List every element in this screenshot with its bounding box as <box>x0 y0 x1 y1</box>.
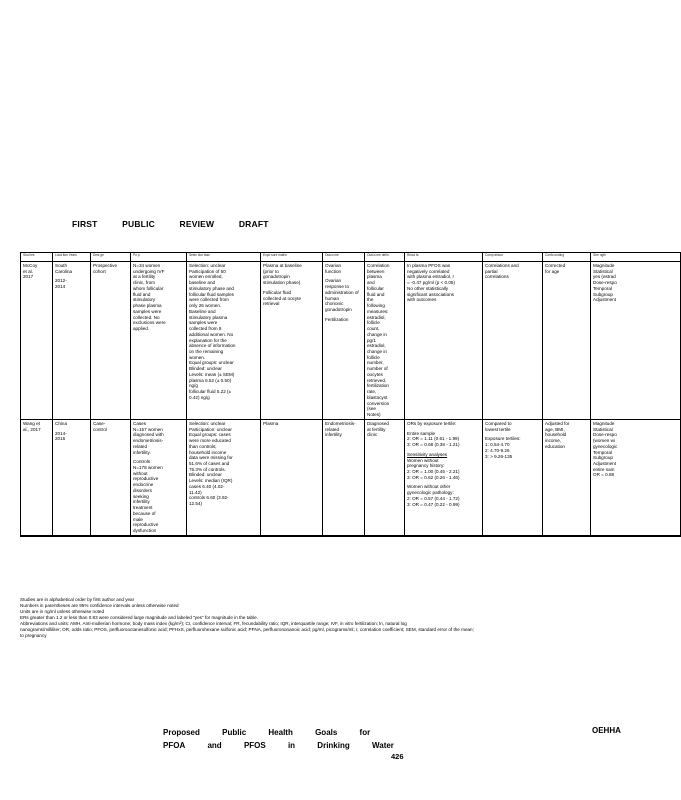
cell-line: retrieved, <box>367 377 387 383</box>
header-cell: Selec tion bias <box>187 253 261 262</box>
note-line: ERs greater than 1.2 or less than 0.83 were considered large magnitude and labeled "yes" for magnitude in the table. <box>20 614 258 620</box>
cell-line: 75.3% of controls. <box>189 466 226 472</box>
cell-line: = -0.47 pg/ml (p < 0.05) <box>407 280 456 286</box>
cell-line: male <box>133 516 143 522</box>
cell-line: household income <box>189 449 227 455</box>
table-cell-design <box>91 419 131 535</box>
cell-line: estradiol, <box>367 343 386 349</box>
cell-line: plasma <box>367 274 382 280</box>
cell-line: Correlations and <box>485 263 519 268</box>
cell-line: control <box>93 426 107 432</box>
cell-line: for age <box>545 268 560 274</box>
cell-line: Notes) <box>367 412 381 418</box>
cell-line: oocytes <box>367 371 383 377</box>
cell-line: measures: <box>367 308 389 314</box>
footer-word: PFOA <box>163 741 186 750</box>
footer-word: in <box>287 741 296 750</box>
cell-line: Case- <box>93 420 106 426</box>
cell-line: at fertility <box>367 426 386 432</box>
footer-title-line-2 <box>163 739 414 752</box>
cell-line: women enrolled, <box>189 274 223 280</box>
draft-word: REVIEW <box>179 219 215 229</box>
cell-line: infertility <box>133 499 150 505</box>
footer-word: Public <box>222 728 247 737</box>
cell-line: samples were <box>133 308 162 314</box>
cell-line: negatively correlated <box>407 268 450 274</box>
cell-line: Adjustment <box>593 460 616 466</box>
cell-line: Controls <box>133 459 151 465</box>
cell-line: 3: OR = 0.68 (0.38 - 1.21) <box>407 442 460 448</box>
table-cell-outcome-def <box>365 262 405 420</box>
cell-line: No other statistically <box>407 285 449 291</box>
cell-line: China <box>55 420 68 426</box>
cell-line: N=157 women <box>133 426 163 432</box>
cell-line: collected from 8 <box>189 326 222 332</box>
header-cell: Outco me defin. <box>365 253 405 262</box>
cell-line: conversion <box>367 400 390 406</box>
cell-line: 2: OR = 0.57 (0.44 - 1.72) <box>407 495 460 501</box>
cell-line: Fertilization <box>325 316 349 322</box>
cell-line: without <box>133 470 148 476</box>
cell-line: were more educated <box>189 438 231 444</box>
cell-line: Plasma at baseline <box>263 263 302 268</box>
cell-line: Wang et <box>23 420 40 426</box>
cell-line: fluid and <box>133 291 151 297</box>
header-cell: Confo unding <box>543 253 591 262</box>
cell-line: lowest tertile <box>485 426 511 432</box>
cell-line: explanation for the <box>189 337 227 343</box>
evidence-table <box>20 252 681 537</box>
cell-line: (prior to <box>263 268 279 274</box>
cell-line: diagnosed with <box>133 432 164 438</box>
cell-line: stimulatory plasma <box>189 314 228 320</box>
table-cell-outcome <box>323 419 365 535</box>
cell-line: collected. No <box>133 314 160 320</box>
cell-line: data were missing for <box>189 455 233 461</box>
results-group-title: Entire sample <box>407 430 436 436</box>
cell-line: Magnitude <box>593 420 615 426</box>
cell-line: infertility <box>325 432 342 438</box>
cell-line: Equal groups: unclear <box>189 360 234 366</box>
note-line: Abbreviations and units: AMH, Anti-mullerian hormone; body mass index (kg/m²); CI, confidence interval; FR, fecundability ratio; IQR, interquartile range; IVF, in vitro fertilization; ln, natural log <box>20 620 407 626</box>
cell-line: Blinded: unclear <box>189 472 222 478</box>
cell-line: blastocyst <box>367 394 388 400</box>
cell-line: follicular fluid 5.22 (± <box>189 389 232 395</box>
cell-line: absence of information <box>189 343 236 349</box>
cell-line: function <box>325 268 342 274</box>
footer-word: Goals <box>315 728 338 737</box>
cell-line: Corrected <box>545 263 566 268</box>
cell-line: number of <box>367 366 388 372</box>
cell-line: following <box>367 303 385 309</box>
table-cell-outcome-def <box>365 419 405 535</box>
cell-line: partial <box>485 268 498 274</box>
evidence-table-container <box>20 252 618 597</box>
cell-line: Selection: unclear <box>189 263 226 268</box>
cell-line: Diagnosed <box>367 420 389 426</box>
footer-organization: OEHHA <box>592 726 621 735</box>
cell-line: because of <box>133 510 156 516</box>
cell-line: endometriosis- <box>133 438 164 444</box>
cell-line: Cases <box>133 420 147 426</box>
footer-word: Water <box>371 741 394 750</box>
cell-line: Ovarian <box>325 263 342 268</box>
table-cell-confounding <box>543 262 591 420</box>
cell-line: Subgroup <box>593 455 613 461</box>
table-row <box>21 262 681 420</box>
header-cell: Loca tion Years <box>53 253 91 262</box>
cell-line: education <box>545 443 565 449</box>
cell-line: reproductive <box>133 476 159 482</box>
header-cell: Po p. <box>131 253 187 262</box>
cell-line: 51.6% of cases and <box>189 460 230 466</box>
cell-line: 3: OR = 0.62 (0.26 - 1.46) <box>407 474 460 480</box>
table-cell-selection <box>187 262 261 420</box>
cell-line: stimulation phase) <box>263 280 301 286</box>
cell-line: 3: OR = 0.47 (0.22 - 0.99) <box>407 501 460 507</box>
table-cell-population <box>131 262 187 420</box>
cell-line: administration of <box>325 289 359 295</box>
cell-line: and <box>367 280 375 286</box>
cell-line: count, <box>367 326 380 332</box>
footer-word: Proposed <box>163 728 200 737</box>
footer-word: for <box>359 728 371 737</box>
cell-line: were collected from <box>189 297 229 303</box>
cell-line: collected at oocyte <box>263 295 302 301</box>
table-cell-strength <box>591 262 681 420</box>
cell-line: estradiol, <box>367 314 386 320</box>
table-cell-confounding <box>543 419 591 535</box>
footer-word: Health <box>268 728 293 737</box>
table-row <box>21 419 681 535</box>
cell-line: on the remaining <box>189 349 224 355</box>
cell-line: seeking <box>133 493 149 499</box>
table-cell-study <box>21 262 53 420</box>
cell-line: chorionic <box>325 301 344 307</box>
cell-line: with outcomes <box>407 297 437 303</box>
cell-line: ng/g <box>189 383 198 389</box>
cell-line: pg/1 <box>367 337 376 343</box>
cell-line: treatment <box>133 505 153 511</box>
cell-line: related <box>325 426 340 432</box>
cell-line: Correlation <box>367 263 390 268</box>
table-notes <box>20 597 618 639</box>
cell-line: baseline and <box>189 280 216 286</box>
cell-line: household <box>545 432 567 438</box>
cell-line: Statistical <box>593 268 613 274</box>
table-cell-comparison <box>483 262 543 420</box>
cell-line: response to <box>325 284 350 290</box>
cell-line: Carolina <box>55 268 73 274</box>
cell-line: Compared to <box>485 420 512 426</box>
header-cell: Stre ngth <box>591 253 681 262</box>
cell-line: Temporal <box>593 449 612 455</box>
cell-line: endocrine <box>133 482 154 488</box>
footer-word: PFOS <box>243 741 266 750</box>
table-cell-exposure <box>261 419 323 535</box>
cell-line: 2014 <box>55 284 66 290</box>
cell-line: 2012- <box>55 278 67 284</box>
cell-line: disorders <box>133 487 152 493</box>
cell-line: follicular fluid samples <box>189 291 234 297</box>
table-cell-location <box>53 419 91 535</box>
table-cell-study <box>21 419 53 535</box>
cell-line: Subgroup <box>593 291 613 297</box>
cell-line: Endometriosis- <box>325 420 356 426</box>
table-cell-results <box>405 262 483 420</box>
table-cell-location <box>53 262 91 420</box>
cell-line: Women without <box>407 457 439 463</box>
cell-line: fertilization <box>367 383 389 389</box>
cell-line: 2015 <box>55 436 66 442</box>
table-cell-results <box>405 419 483 535</box>
cell-line: Magnitude <box>593 263 615 268</box>
header-cell: Desi gn <box>91 253 131 262</box>
cell-line: correlations <box>485 274 509 280</box>
cell-line: Dose-respo <box>593 280 617 286</box>
table-cell-design <box>91 262 131 420</box>
header-cell: Expo sure matrix <box>261 253 323 262</box>
cell-line: dysfunction <box>133 528 157 534</box>
cell-line: change in <box>367 331 387 337</box>
table-cell-exposure <box>261 262 323 420</box>
cell-line: OR = 0.88 <box>593 472 615 478</box>
table-cell-population <box>131 419 187 535</box>
note-line: to pregnancy <box>20 632 47 638</box>
cell-line: than controls; <box>189 443 217 449</box>
cell-line: Dose-respo <box>593 432 617 438</box>
note-line: Studies are in alphabetical order by first author and year <box>20 597 135 602</box>
cell-line: income, <box>545 438 562 444</box>
draft-banner <box>72 219 291 229</box>
cell-line: samples were <box>189 320 218 326</box>
cell-line: human <box>325 295 340 301</box>
cell-line: reproductive <box>133 522 159 528</box>
cell-line: Participation of 50 <box>189 268 226 274</box>
cell-line: In plasma PFOS was <box>407 263 451 268</box>
header-cell: Outco me <box>323 253 365 262</box>
cell-line: retrieval <box>263 301 280 307</box>
results-group-title: Women without other <box>407 484 451 490</box>
cell-line: change in <box>367 349 387 355</box>
note-line: nanograms/milliliter; OR, odds ratio; PFOS, perfluorooctanesulfonic acid; PFHxS, perfluorohexane sulfonic acid; PFNA, perfluorononanoic acid; pg/ml, picograms/ml; r, correlation coefficient; SEM, standard error of the mean; <box>20 626 474 632</box>
cell-line: Participation: unclear <box>189 426 232 432</box>
cell-line: clinic, from <box>133 280 155 286</box>
cell-line: McCoy <box>23 263 38 268</box>
cell-line: 2017 <box>23 274 34 280</box>
cell-line: rate, <box>367 389 377 395</box>
cell-line: entire sam <box>593 466 615 472</box>
header-cell: Comp arison <box>483 253 543 262</box>
header-cell: Resul ts <box>405 253 483 262</box>
draft-word: PUBLIC <box>122 219 155 229</box>
cell-line: stimulatory <box>133 297 156 303</box>
results-header: ORs by exposure tertile: <box>407 420 457 426</box>
draft-word: DRAFT <box>238 219 269 229</box>
cell-line: Blinded: unclear <box>189 366 222 372</box>
table-header-row <box>21 253 681 262</box>
cell-line: 12.54) <box>189 501 203 507</box>
cell-line: age, BMI, <box>545 426 565 432</box>
cell-line: stimulatory phase and <box>189 285 234 291</box>
cell-line: Selection: unclear <box>189 420 226 426</box>
cell-line: 2: 4.70-9.26 <box>485 447 510 453</box>
cell-line: controls 6.60 (3.92- <box>189 495 229 501</box>
table-cell-selection <box>187 419 261 535</box>
cell-line: exclusions were <box>133 320 166 326</box>
cell-line: Levels: mean (± SEM) <box>189 371 235 377</box>
footer-word: Drinking <box>317 741 350 750</box>
cell-line: 0.42) ng/g <box>189 394 210 400</box>
cell-line: gonadotropin <box>325 307 352 313</box>
cell-line: additional women. No <box>189 331 234 337</box>
cell-line: (see <box>367 406 376 412</box>
cell-line: between <box>367 268 385 274</box>
cell-line: 1: 0.54-4.70 <box>485 442 510 448</box>
cell-line: women. <box>189 354 206 360</box>
cell-line: related <box>133 443 148 449</box>
footer-word: and <box>207 741 222 750</box>
cell-line: whom follicular <box>133 285 164 291</box>
cell-line: phase plasma <box>133 303 162 309</box>
footer-title-line-1 <box>163 726 414 739</box>
cell-line: Follicular fluid <box>263 289 292 295</box>
cell-line: follicle <box>367 354 380 360</box>
cell-line: number, <box>367 360 384 366</box>
cell-line: 2014- <box>55 430 67 436</box>
cell-line: follicle <box>367 320 380 326</box>
page-number: 426 <box>391 752 404 761</box>
note-line: Numbers in parentheses are 95% confidence intervals unless otherwise noted <box>20 602 179 608</box>
draft-word: FIRST <box>72 219 98 229</box>
cell-line: cohort <box>93 268 106 274</box>
cell-line: Statistical <box>593 426 613 432</box>
header-cell: Stud ies <box>21 253 53 262</box>
cell-line: with plasma estradiol, r <box>407 274 454 280</box>
cell-line: the <box>367 297 374 303</box>
cell-line: 2: OR = 1.00 (0.45 - 2.21) <box>407 468 460 474</box>
table-cell-comparison <box>483 419 543 535</box>
cell-line: Levels: median (IQR) <box>189 478 233 484</box>
table-cell-strength <box>591 419 681 535</box>
cell-line: plasma 6.52 (± 0.50) <box>189 377 232 383</box>
cell-line: Adjustment <box>593 297 616 303</box>
cell-line: cases 6.40 (4.02- <box>189 483 225 489</box>
cell-line: at a fertility <box>133 274 156 280</box>
cell-line: applied. <box>133 326 150 332</box>
cell-line: Temporal <box>593 285 612 291</box>
cell-line: et al. <box>23 268 33 274</box>
cell-line: Adjusted for <box>545 420 570 426</box>
cell-line: Prospective <box>93 263 118 268</box>
cell-line: follicular <box>367 285 384 291</box>
cell-line: (women wi <box>593 438 615 444</box>
cell-line: undergoing IVF <box>133 268 165 274</box>
cell-line: gynecologic pathology: <box>407 490 454 496</box>
footer-document-title <box>163 726 414 752</box>
results-group-title: Sensitivity analyses <box>407 451 448 457</box>
table-cell-outcome <box>323 262 365 420</box>
cell-line: al., 2017 <box>23 426 41 432</box>
cell-line: Plasma <box>263 420 279 426</box>
note-line: Units are in ng/ml unless otherwise noted <box>20 608 105 614</box>
cell-line: 11.42) <box>189 489 202 495</box>
cell-line: Ovarian <box>325 278 342 284</box>
cell-line: 3: > 9.26-135 <box>485 453 513 459</box>
cell-line: N=34 women <box>133 263 161 268</box>
cell-line: significant associations <box>407 291 454 297</box>
cell-line: gonadotropin <box>263 274 290 280</box>
cell-line: fluid and <box>367 291 385 297</box>
cell-line: clinic <box>367 432 378 438</box>
cell-line: Exposure tertiles: <box>485 436 521 442</box>
cell-line: gynecologic <box>593 443 618 449</box>
cell-line: N=178 women <box>133 464 163 470</box>
cell-line: Equal groups: cases <box>189 432 231 438</box>
cell-line: 2: OR = 1.11 (0.61 - 1.99) <box>407 436 460 442</box>
cell-line: yes (estrad <box>593 274 616 280</box>
cell-line: South <box>55 263 68 268</box>
cell-line: infertility. <box>133 449 151 455</box>
cell-line: only 26 women. <box>189 303 222 309</box>
cell-line: Baseline and <box>189 308 216 314</box>
cell-line: pregnancy history: <box>407 463 445 469</box>
